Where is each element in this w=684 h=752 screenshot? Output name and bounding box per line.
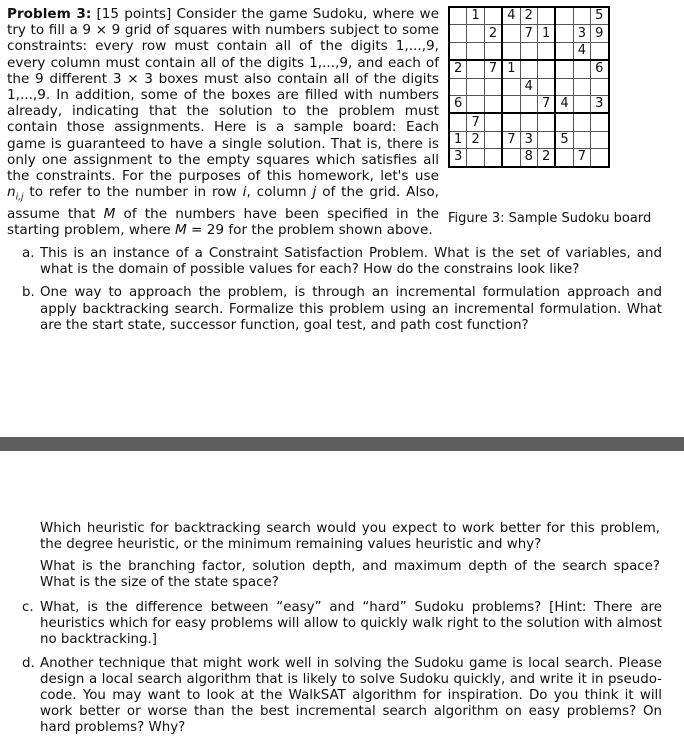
question-a [22,246,662,278]
board-cell [520,113,537,131]
problem-text-part2a: Each game is guaranteed to have a single solution. That is, there is only one assignment to the empty squares which satisfies all the constraints. For the purposes of this homework, let's use [7,119,439,185]
board-cell [502,42,520,60]
board-cell: 4 [502,7,520,25]
board-cell: 5 [591,7,609,25]
board-cell: 3 [449,149,467,167]
questions-bottom [22,600,662,744]
var-n: n [7,184,16,201]
board-cell [467,25,484,42]
board-cell [591,42,609,60]
board-cell [537,42,555,60]
problem-points: [15 points] [96,6,172,22]
board-cell [467,149,484,167]
board-cell: 6 [449,95,467,113]
board-row [449,42,609,60]
board-cell [555,25,573,42]
board-cell [467,95,484,113]
board-cell [449,78,467,95]
board-cell [591,149,609,167]
problem-text-part1: Consider the game Sudoku, where we try to fill a 9 × 9 grid of squares with numbers subject to some constraints: every row must contain all of the digits 1,...,9, every column must contain all of the digits 1,...,9, and each of the 9 different 3 × 3 boxes must also contain all of the digits 1,...,9. In addition, some of the boxes are filled with numbers already, indicating that the solution to the problem must contain those assignments. Here is a sample board: [7,6,439,136]
board-cell [520,42,537,60]
var-j: j [312,184,317,201]
board-cell [591,78,609,95]
problem-text-part2c: , column [246,184,307,201]
problem-text-part2b: to refer to the number in row [29,184,237,201]
board-cell [537,78,555,95]
board-cell: 5 [555,131,573,148]
board-cell: 1 [537,25,555,42]
board-cell: 7 [537,95,555,113]
board-cell [502,78,520,95]
board-cell [537,60,555,78]
board-cell: 7 [467,113,484,131]
board-cell [555,60,573,78]
problem-text-part2e: of the numbers have been specified in the starting problem, where [7,206,439,239]
problem-statement [7,6,439,239]
board-cell [573,131,590,148]
board-row [449,60,609,78]
board-cell [449,113,467,131]
board-cell: 2 [537,149,555,167]
board-cell: 7 [502,131,520,148]
board-cell [573,78,590,95]
figure-caption: Figure 3: Sample Sudoku board [448,211,652,226]
board-cell [573,7,590,25]
var-M-2: M [174,222,187,239]
board-cell: 2 [484,25,502,42]
board-cell: 3 [591,95,609,113]
board-cell [555,78,573,95]
questions-top [22,246,662,341]
var-M: M [103,206,116,223]
board-cell: 7 [520,25,537,42]
board-cell [555,149,573,167]
board-cell [467,60,484,78]
board-cell [502,113,520,131]
board-cell [573,60,590,78]
board-row [449,131,609,148]
question-b [22,285,662,334]
board-cell [520,95,537,113]
problem-text-part2f: = 29 for the problem shown above. [191,222,433,239]
board-row [449,78,609,95]
board-cell [573,113,590,131]
board-row [449,95,609,113]
board-row [449,149,609,167]
board-cell: 1 [502,60,520,78]
board-cell [573,95,590,113]
question-b-label: b. [22,285,35,301]
board-cell [591,131,609,148]
board-cell: 4 [573,42,590,60]
board-cell: 4 [555,95,573,113]
sudoku-board [448,6,610,168]
board-cell: 1 [449,131,467,148]
board-cell [484,131,502,148]
board-cell [537,113,555,131]
board-cell [484,7,502,25]
board-cell [484,113,502,131]
question-a-label: a. [22,246,35,261]
question-b-sub2: What is the branching factor, solution depth, and maximum depth of the search space? What is the size of the state space? [40,559,660,591]
board-cell [449,42,467,60]
board-cell [484,42,502,60]
var-n-subscript: i,j [15,192,24,203]
board-cell [502,95,520,113]
board-cell: 3 [520,131,537,148]
board-cell: 7 [484,60,502,78]
board-cell: 8 [520,149,537,167]
question-a-text: This is an instance of a Constraint Satisfaction Problem. What is the set of variables, and what is the domain of possible values for each? How do the constrains look like? [40,246,662,278]
board-cell [555,7,573,25]
board-cell [449,25,467,42]
board-cell: 2 [520,7,537,25]
board-cell [537,7,555,25]
board-row [449,25,609,42]
board-cell: 1 [467,7,484,25]
board-row [449,7,609,25]
board-cell: 2 [449,60,467,78]
board-cell: 4 [520,78,537,95]
board-cell: 2 [467,131,484,148]
board-cell [502,25,520,42]
board-cell [484,95,502,113]
board-cell [467,78,484,95]
page-divider [0,437,684,451]
board-row [449,113,609,131]
question-c-label: c. [22,600,34,615]
var-i: i [242,184,247,201]
board-cell: 7 [573,149,590,167]
question-d-label: d. [22,655,35,671]
problem-text-part2d: of the grid. Also, assume that [7,184,439,223]
board-cell [449,7,467,25]
board-cell [520,60,537,78]
board-cell [502,149,520,167]
question-c [22,600,662,649]
problem-label: Problem 3: [7,6,92,22]
question-b-text: One way to approach the problem, is through an incremental formulation approach and apply backtracking search. Formalize this problem using an incremental formulation. What are the start state, successor function, goal test, and path cost function? [40,285,662,333]
board-cell: 3 [573,25,590,42]
board-cell [591,113,609,131]
board-cell [555,42,573,60]
question-d-text: Another technique that might work well in solving the Sudoku game is local search. Please design a local search algorithm that is likely to solve Sudoku quickly, and write it in pseudo-code. You may want to look at the WalkSAT algorithm for inspiration. Do you think it will work better or worse than the best incremental search algorithm on easy problems? On hard problems? Why? [40,655,662,736]
question-b-sub1: Which heuristic for backtracking search would you expect to work better for this problem, the degree heuristic, or the minimum remaining values heuristic and why? [40,521,660,553]
board-cell [484,78,502,95]
question-d [22,656,662,737]
board-cell: 6 [591,60,609,78]
board-cell [537,131,555,148]
board-cell [555,113,573,131]
board-cell: 9 [591,25,609,42]
board-cell [467,42,484,60]
board-cell [484,149,502,167]
question-c-text: What, is the difference between “easy” and “hard” Sudoku problems? [Hint: There are heuristics which for easy problems will allow to quickly walk right to the solution with almost no backtracking.] [40,600,662,648]
